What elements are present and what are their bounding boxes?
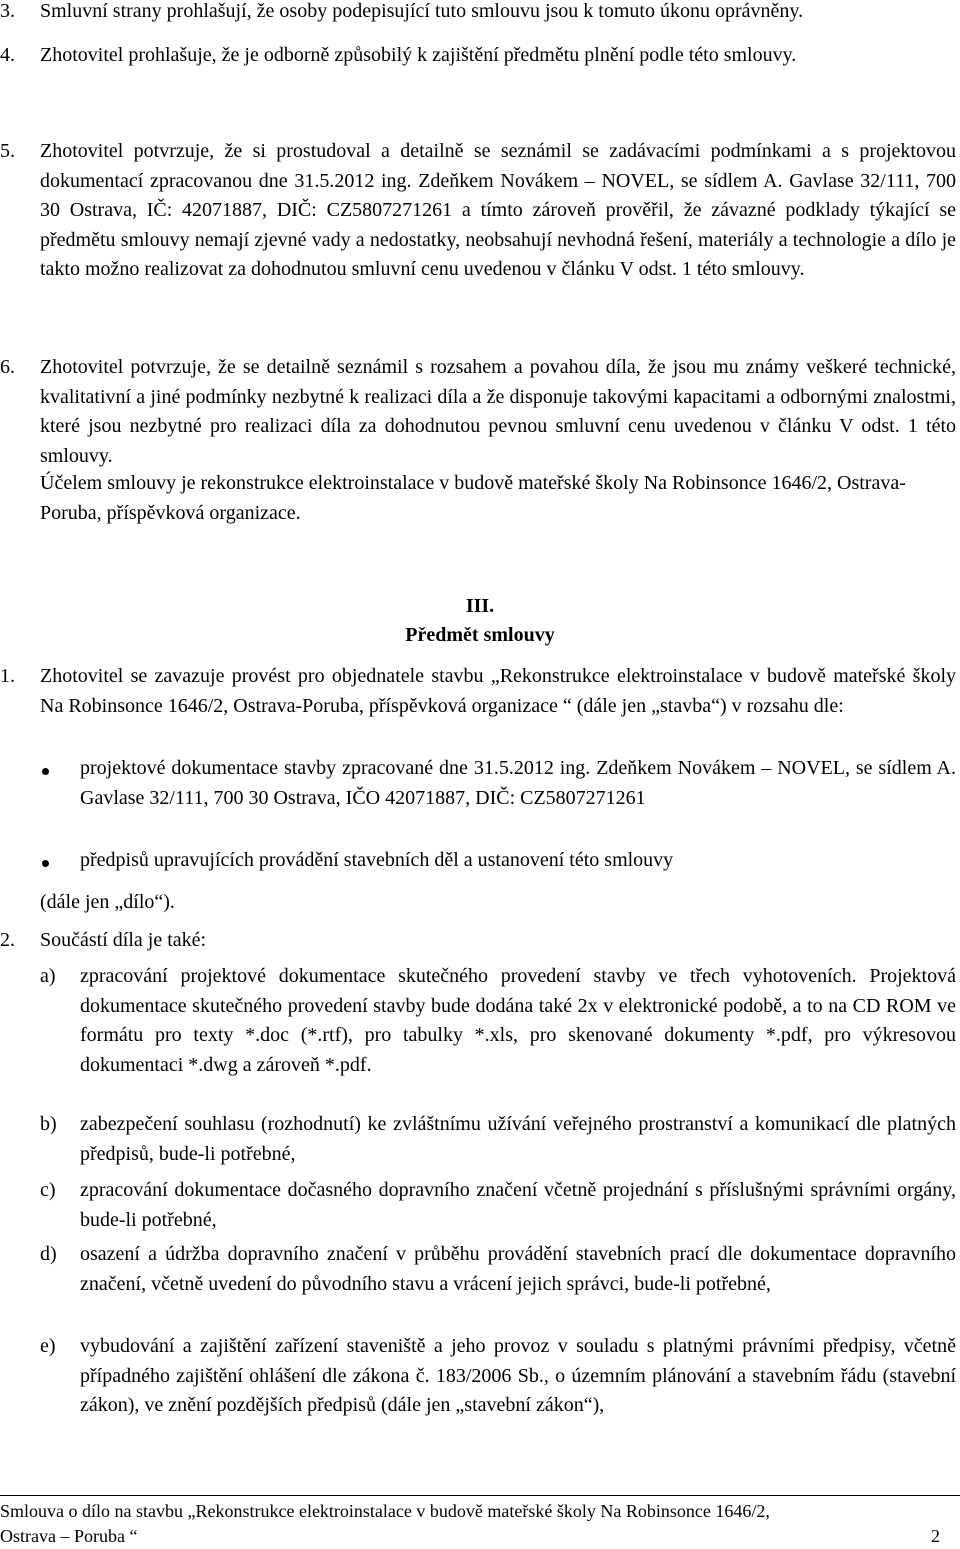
item-label: e) — [40, 1335, 56, 1357]
page-number: 2 — [931, 1526, 940, 1546]
article-2-text: Součástí díla je také: — [40, 929, 207, 951]
section-title: Předmět smlouvy — [405, 624, 555, 646]
item-number: 5. — [0, 140, 15, 162]
item-label: a) — [40, 965, 56, 987]
section-numeral: III. — [465, 595, 495, 617]
item-c: zpracování dokumentace dočasného dopravního značení včetně projednání s příslušnými správními orgány, bude-li potřebné, — [80, 1179, 956, 1231]
item-a: zpracování projektové dokumentace skutečného provedení stavby ve třech vyhotoveních. Projektová dokumentace skutečného provedení stavby bude dodána také 2x v elektronické podobě, a to na CD ROM ve formátu pro texty *.doc (*.rtf), pro tabulky *.xls, pro skenované dokumenty *.pdf, pro výkresovou dokumentaci *.dwg a zároveň *.pdf. — [80, 965, 956, 1076]
item-b: zabezpečení souhlasu (rozhodnutí) ke zvláštnímu užívání veřejného prostranství a komunikací dle platných předpisů, bude-li potřebné, — [80, 1113, 956, 1165]
bullet-item-2: předpisů upravujících provádění stavebních děl a ustanovení této smlouvy — [80, 849, 674, 871]
item-number: 4. — [0, 44, 15, 66]
footer-line-2: Ostrava – Poruba “ — [0, 1526, 138, 1546]
item-number: 6. — [0, 356, 15, 378]
bullet-item-1: projektové dokumentace stavby zpracované dne 31.5.2012 ing. Zdeňkem Novákem – NOVEL, se sídlem A. Gavlase 32/111, 700 30 Ostrava, IČO 42071887, DIČ: CZ5807271261 — [80, 757, 956, 809]
paragraph-5: Zhotovitel potvrzuje, že si prostudoval a detailně se seznámil se zadávacími podmínkami a s projektovou dokumentací zpracovanou dne 31.5.2012 ing. Zdeňkem Novákem – NOVEL, se sídlem A. Gavlase 32/111, 700 30 Ostrava, IČ: 42071887, DIČ: CZ5807271261 a tímto zároveň prověřil, že závazné podklady týkající se předmětu smlouvy nemají zjevné vady a nedostatky, neobsahují nevhodná řešení, materiály a technologie a dílo je takto možno realizovat za dohodnutou smluvní cenu uvedenou v článku V odst. 1 této smlouvy. — [40, 140, 956, 280]
bullet-dot — [42, 860, 49, 867]
paragraph-6: Zhotovitel potvrzuje, že se detailně seznámil s rozsahem a povahou díla, že jsou mu známy veškeré technické, kvalitativní a jiné podmínky nezbytné k realizaci díla a že disponuje takovými kapacitami a odbornými znalostmi, které jsou nezbytné pro realizaci díla za dohodnutou pevnou smluvní cenu uvedenou v článku V odst. 1 této smlouvy. — [40, 356, 956, 467]
item-label: b) — [40, 1113, 57, 1135]
article-number: 1. — [0, 665, 15, 687]
article-1-text: Zhotovitel se zavazuje provést pro objednatele stavbu „Rekonstrukce elektroinstalace v budově mateřské školy Na Robinsonce 1646/2, Ostrava-Poruba, příspěvková organizace “ (dále jen „stavba“) v rozsahu dle: — [40, 665, 956, 717]
footer-line-1: Smlouva o dílo na stavbu „Rekonstrukce elektroinstalace v budově mateřské školy Na Robinsonce 1646/2, — [0, 1501, 770, 1521]
paragraph-4: Zhotovitel prohlašuje, že je odborně způsobilý k zajištění předmětu plnění podle této smlouvy. — [40, 44, 797, 66]
bullet-dot — [42, 768, 49, 775]
purpose-paragraph: Účelem smlouvy je rekonstrukce elektroinstalace v budově mateřské školy Na Robinsonce 1646/2, Ostrava-Poruba, příspěvková organizace. — [40, 472, 906, 524]
item-label: d) — [40, 1243, 57, 1265]
article-1-closing: (dále jen „dílo“). — [40, 891, 175, 913]
item-number: 3. — [0, 0, 15, 22]
article-number: 2. — [0, 929, 15, 951]
item-e: vybudování a zajištění zařízení staveniště a jeho provoz v souladu s platnými právními předpisy, včetně případného zajištění ohlášení dle zákona č. 183/2006 Sb., o územním plánování a stavebním řádu (stavební zákon), ve znění pozdějších předpisů (dále jen „stavební zákon“), — [80, 1335, 956, 1416]
footer-divider — [0, 1495, 960, 1496]
item-d: osazení a údržba dopravního značení v průběhu provádění stavebních prací dle dokumentace dopravního značení, včetně uvedení do původního stavu a vrácení jejich správci, bude-li potřebné, — [80, 1243, 956, 1295]
paragraph-3: Smluvní strany prohlašují, že osoby podepisující tuto smlouvu jsou k tomuto úkonu oprávněny. — [40, 0, 804, 22]
item-label: c) — [40, 1179, 56, 1201]
